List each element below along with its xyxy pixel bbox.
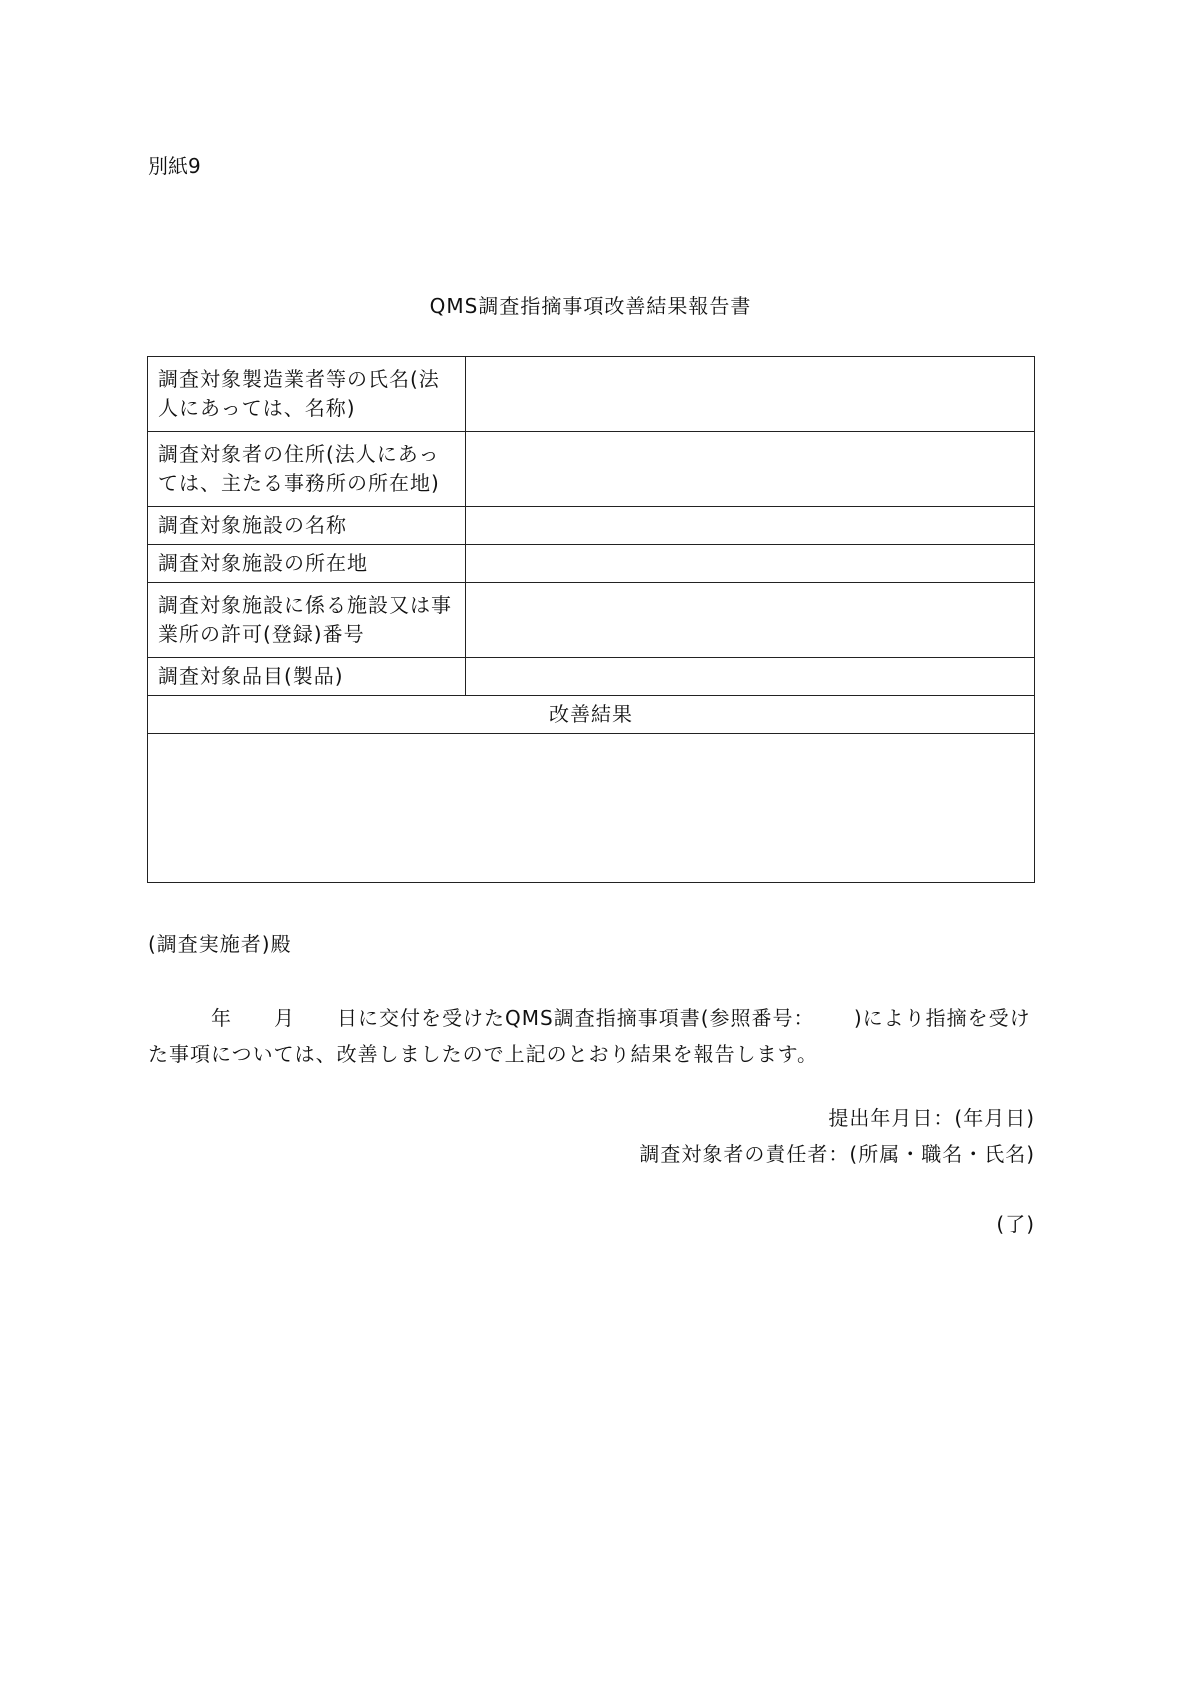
row-value-manufacturer-name bbox=[466, 357, 1035, 432]
report-statement bbox=[148, 1000, 1035, 1072]
row-label-address: 調査対象者の住所(法人にあっては、主たる事務所の所在地) bbox=[148, 432, 466, 507]
improvement-results-body bbox=[148, 734, 1035, 883]
addressee: (調査実施者)殿 bbox=[148, 932, 292, 956]
table-row bbox=[148, 507, 1035, 545]
report-statement-line-2: た事項については、改善しましたので上記のとおり結果を報告します。 bbox=[148, 1042, 818, 1066]
annex-label: 別紙9 bbox=[148, 154, 201, 178]
row-value-facility-name bbox=[466, 507, 1035, 545]
table-row bbox=[148, 734, 1035, 883]
row-value-product bbox=[466, 658, 1035, 696]
row-value-facility-location bbox=[466, 545, 1035, 583]
document-title: QMS調査指摘事項改善結果報告書 bbox=[429, 294, 752, 318]
responsible-person: 調査対象者の責任者：(所属・職名・氏名) bbox=[639, 1142, 1035, 1166]
row-label-facility-name: 調査対象施設の名称 bbox=[148, 507, 466, 545]
row-value-address bbox=[466, 432, 1035, 507]
table-row bbox=[148, 432, 1035, 507]
row-label-manufacturer-name: 調査対象製造業者等の氏名(法人にあっては、名称) bbox=[148, 357, 466, 432]
table-row bbox=[148, 583, 1035, 658]
report-statement-line-1: 年 月 日に交付を受けたQMS調査指摘事項書(参照番号： )により指摘を受け bbox=[148, 1006, 1031, 1030]
row-label-product: 調査対象品目(製品) bbox=[148, 658, 466, 696]
table-row bbox=[148, 696, 1035, 734]
table-row bbox=[148, 357, 1035, 432]
row-value-license-number bbox=[466, 583, 1035, 658]
improvement-results-header: 改善結果 bbox=[148, 696, 1035, 734]
table-row bbox=[148, 545, 1035, 583]
row-label-facility-location: 調査対象施設の所在地 bbox=[148, 545, 466, 583]
report-form-table bbox=[147, 356, 1035, 883]
end-mark: (了) bbox=[996, 1212, 1035, 1236]
table-row bbox=[148, 658, 1035, 696]
row-label-license-number: 調査対象施設に係る施設又は事業所の許可(登録)番号 bbox=[148, 583, 466, 658]
submission-date: 提出年月日：(年月日) bbox=[828, 1106, 1035, 1130]
